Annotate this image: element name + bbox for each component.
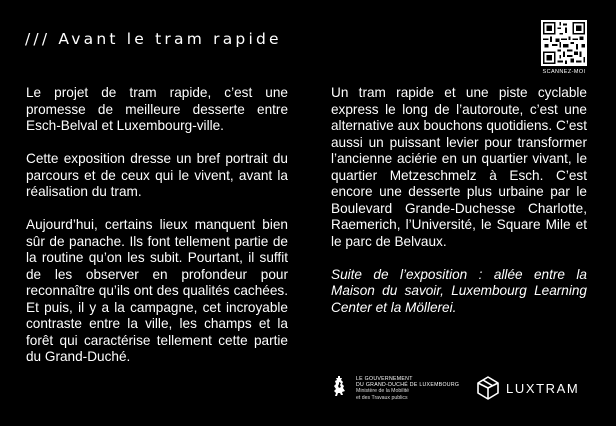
page-title: /// Avant le tram rapide <box>25 30 282 48</box>
luxtram-logo-icon <box>474 375 502 401</box>
government-lion-icon <box>329 374 349 400</box>
luxtram-wordmark: LUXTRAM <box>506 381 580 396</box>
qr-label: SCANNEZ-MOI <box>542 69 586 75</box>
qr-code-icon[interactable] <box>541 20 587 66</box>
right-column <box>331 85 587 333</box>
paragraph: Le projet de tram rapide, c’est une promesse de meilleure desserte entre Esch-Belval et Luxembourg-ville. <box>26 85 288 133</box>
exhibition-note: Suite de l’exposition : allée entre la Maison du savoir, Luxembourg Learning Center et la Möllerei. <box>331 266 587 315</box>
gov-line-2: DU GRAND-DUCHÉ DE LUXEMBOURG <box>356 382 460 389</box>
gov-line-4: et des Travaux publics <box>356 394 408 401</box>
paragraph: Aujourd’hui, certains lieux manquent bien sûr de panache. Ils font tellement partie de la routine qu’on les subit. Pourtant, il suffit de les observer en profondeur pour reconnaître qu’ils ont des qualités cachées. Et puis, il y a la campagne, cet incroyable contraste entre la ville, les champs et la forêt qui caractérise tellement cette partie du Grand-Duché. <box>26 217 288 364</box>
left-column <box>26 85 288 382</box>
paragraph: Un tram rapide et une piste cyclable express le long de l’autoroute, c’est une alternative aux bouchons quotidiens. C’est aussi un puissant levier pour transformer l’ancienne aciérie en un quartier vivant, le quartier Metzeschmelz à Esch. C’est encore une desserte plus urbaine par le Boulevard Grande-Duchesse Charlotte, Raemerich, l’Université, le Square Mile et le parc de Belvaux. <box>331 85 587 249</box>
paragraph: Cette exposition dresse un bref portrait du parcours et de ceux qui le vivent, avant la réalisation du tram. <box>26 151 288 199</box>
gov-line-1: LE GOUVERNEMENT <box>356 376 413 382</box>
gov-line-3: Ministère de la Mobilité <box>356 388 410 395</box>
government-text <box>356 376 466 401</box>
